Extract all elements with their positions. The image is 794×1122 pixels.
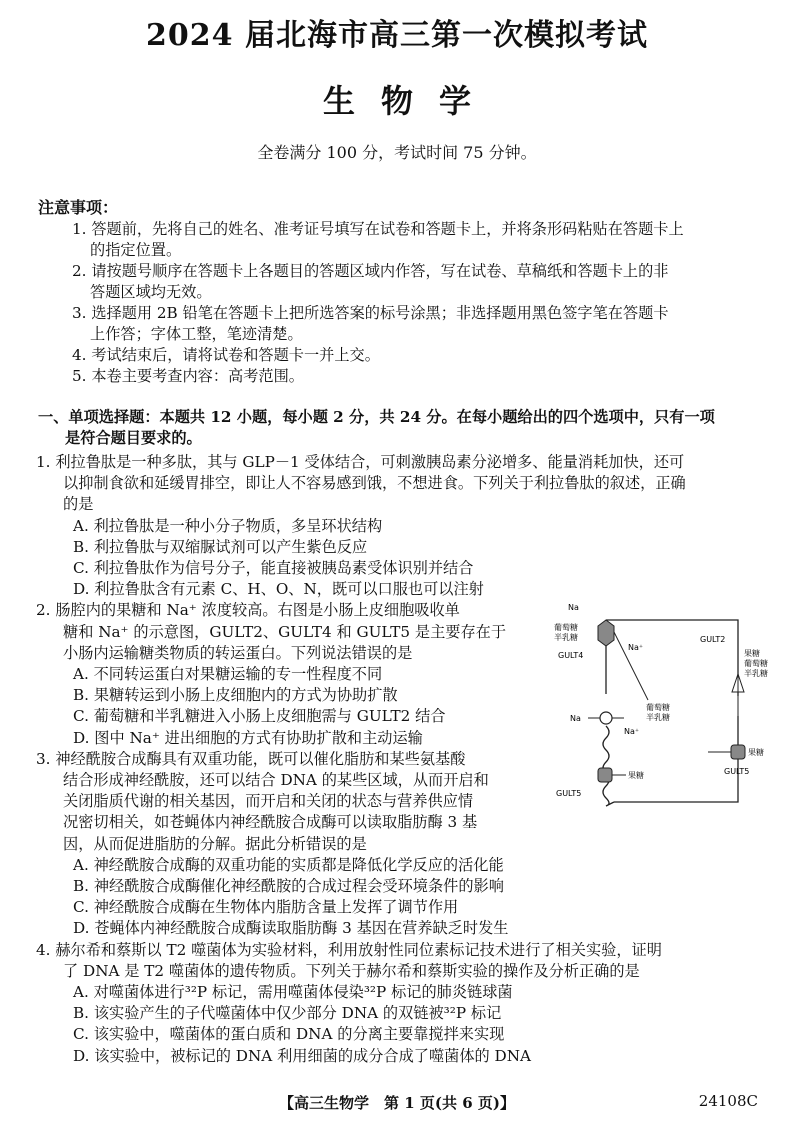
- question-1-stem: 以抑制食欲和延缓胃排空，即让人不容易感到饿，不想进食。下列关于利拉鲁肽的叙述，正确: [63, 474, 686, 493]
- note-line: 上作答；字体工整，笔迹清楚。: [90, 325, 303, 343]
- question-3-option-b: B. 神经酰胺合成酶催化神经酰胺的合成过程会受环境条件的影响: [73, 877, 504, 896]
- question-2-stem: 小肠内运输糖类物质的转运蛋白。下列说法错误的是: [63, 643, 413, 662]
- question-2-option-b: B. 果糖转运到小肠上皮细胞内的方式为协助扩散: [73, 686, 398, 705]
- question-3-stem: 况密切相关，如苍蝇体内神经酰胺合成酶可以读取脂肪酶 3 基: [63, 813, 478, 832]
- question-2-option-c: C. 葡萄糖和半乳糖进入小肠上皮细胞需与 GULT2 结合: [73, 707, 446, 726]
- intestinal-cell-diagram: [548, 598, 768, 820]
- note-line: 2. 请按题号顺序在答题卡上各题目的答题区域内作答，写在试卷、草稿纸和答题卡上的非: [72, 262, 669, 280]
- question-4-stem: 4. 赫尔希和蔡斯以 T2 噬菌体为实验材料，利用放射性同位素标记技术进行了相关实验，证明: [36, 940, 662, 959]
- diagram-label-na-plus-2: Na⁺: [624, 727, 640, 736]
- question-3-stem: 3. 神经酰胺合成酶具有双重功能，既可以催化脂肪和某些氨基酸: [36, 749, 466, 768]
- note-line: 5. 本卷主要考查内容：高考范围。: [72, 367, 304, 385]
- diagram-label-glucose-left: 葡萄糖: [554, 623, 578, 632]
- na-pump: [600, 712, 612, 724]
- question-4-option-b: B. 该实验产生的子代噬菌体中仅少部分 DNA 的双链被³²P 标记: [73, 1004, 502, 1023]
- question-3-option-a: A. 神经酰胺合成酶的双重功能的实质都是降低化学反应的活化能: [73, 855, 504, 874]
- diagram-label-glucose-mid: 葡萄糖: [646, 703, 670, 712]
- diagram-label-na-plus: Na⁺: [628, 643, 644, 652]
- diagram-label-fructose-left: 果糖: [628, 771, 644, 780]
- note-line: 1. 答题前，先将自己的姓名、准考证号填写在试卷和答题卡上，并将条形码粘贴在答题卡上: [72, 220, 684, 238]
- question-3-option-d: D. 苍蝇体内神经酰胺合成酶读取脂肪酶 3 基因在营养缺乏时发生: [73, 919, 509, 938]
- question-2-option-a: A. 不同转运蛋白对果糖运输的专一性程度不同: [73, 665, 383, 684]
- diagram-label-galactose-right: 半乳糖: [744, 669, 768, 678]
- question-3-stem: 关闭脂质代谢的相关基因，而开启和关闭的状态与营养供应情: [63, 792, 474, 811]
- question-4-option-a: A. 对噬菌体进行³²P 标记，需用噬菌体侵染³²P 标记的肺炎链球菌: [73, 983, 513, 1002]
- question-1-stem: 的是: [63, 495, 94, 514]
- question-1-option-b: B. 利拉鲁肽与双缩脲试剂可以产生紫色反应: [73, 537, 368, 556]
- note-line: 3. 选择题用 2B 铅笔在答题卡上把所选答案的标号涂黑；非选择题用黑色签字笔在答题卡: [72, 304, 669, 322]
- diagram-label-fructose-right: 果糖: [748, 748, 764, 757]
- question-4-stem: 了 DNA 是 T2 噬菌体的遗传物质。下列关于赫尔希和蔡斯实验的操作及分析正确的是: [63, 961, 640, 980]
- question-2-stem: 糖和 Na⁺ 的示意图，GULT2、GULT4 和 GULT5 是主要存在于: [63, 622, 507, 641]
- question-2-stem: 2. 肠腔内的果糖和 Na⁺ 浓度较高。右图是小肠上皮细胞吸收单: [36, 601, 460, 620]
- cell-membrane-top: [606, 620, 738, 696]
- diagram-label-gult5-left: GULT5: [556, 789, 582, 798]
- diagram-label-glucose-right: 葡萄糖: [744, 659, 768, 668]
- gult5-right-transporter: [731, 745, 745, 759]
- question-1-option-a: A. 利拉鲁肽是一种小分子物质，多呈环状结构: [73, 516, 383, 535]
- exam-code: 24108C: [698, 1092, 758, 1110]
- question-1-option-c: C. 利拉鲁肽作为信号分子，能直接被胰岛素受体识别并结合: [73, 559, 474, 578]
- diagram-label-galactose-left: 半乳糖: [554, 633, 578, 642]
- subject-title: 生物学: [322, 82, 497, 120]
- diagram-label-na-top: Na: [568, 603, 579, 612]
- apical-membrane-wave: [603, 726, 614, 806]
- section-line: 是符合题目要求的。: [65, 429, 202, 447]
- question-4-option-c: C. 该实验中，噬菌体的蛋白质和 DNA 的分离主要靠搅拌来实现: [73, 1025, 505, 1044]
- notes-heading: 注意事项：: [38, 198, 119, 217]
- note-line: 4. 考试结束后，请将试卷和答题卡一并上交。: [72, 346, 380, 364]
- diagram-label-gult2: GULT2: [700, 635, 726, 644]
- exam-meta: 全卷满分 100 分，考试时间 75 分钟。: [257, 143, 537, 162]
- diagram-label-fructose-right: 果糖: [744, 649, 760, 658]
- section-line: 一、单项选择题：本题共 12 小题，每小题 2 分，共 24 分。在每小题给出的四个选项中，只有一项: [38, 408, 715, 426]
- gult4-transporter: [598, 620, 614, 646]
- question-2-option-d: D. 图中 Na⁺ 进出细胞的方式有协助扩散和主动运输: [73, 728, 423, 747]
- exam-title: 2024 届北海市高三第一次模拟考试: [146, 18, 648, 53]
- question-3-stem: 结合形成神经酰胺，还可以结合 DNA 的某些区域，从而开启和: [63, 771, 489, 790]
- diagram-label-na-left: Na: [570, 714, 581, 723]
- page-number: 【高三生物学 第 1 页(共 6 页)】: [279, 1094, 515, 1112]
- question-4-option-d: D. 该实验中，被标记的 DNA 利用细菌的成分合成了噬菌体的 DNA: [73, 1046, 531, 1065]
- section-header: [38, 407, 768, 449]
- diagram-label-gult5-right: GULT5: [724, 767, 750, 776]
- question-1-option-d: D. 利拉鲁肽含有元素 C、H、O、N，既可以口服也可以注射: [73, 580, 484, 599]
- diagram-label-gult4: GULT4: [558, 651, 584, 660]
- gult5-left-transporter: [598, 768, 612, 782]
- question-1-stem: 1. 利拉鲁肽是一种多肽，其与 GLP－1 受体结合，可刺激胰岛素分泌增多、能量消耗加快，还可: [36, 453, 685, 471]
- question-3-option-c: C. 神经酰胺合成酶在生物体内脂肪含量上发挥了调节作用: [73, 898, 459, 917]
- notes-list: [72, 219, 762, 387]
- question-3-stem: 因，从而促进脂肪的分解。据此分析错误的是: [63, 834, 367, 853]
- note-line: 的指定位置。: [90, 241, 182, 259]
- note-line: 答题区域均无效。: [90, 283, 212, 301]
- diagram-label-galactose-mid: 半乳糖: [646, 713, 670, 722]
